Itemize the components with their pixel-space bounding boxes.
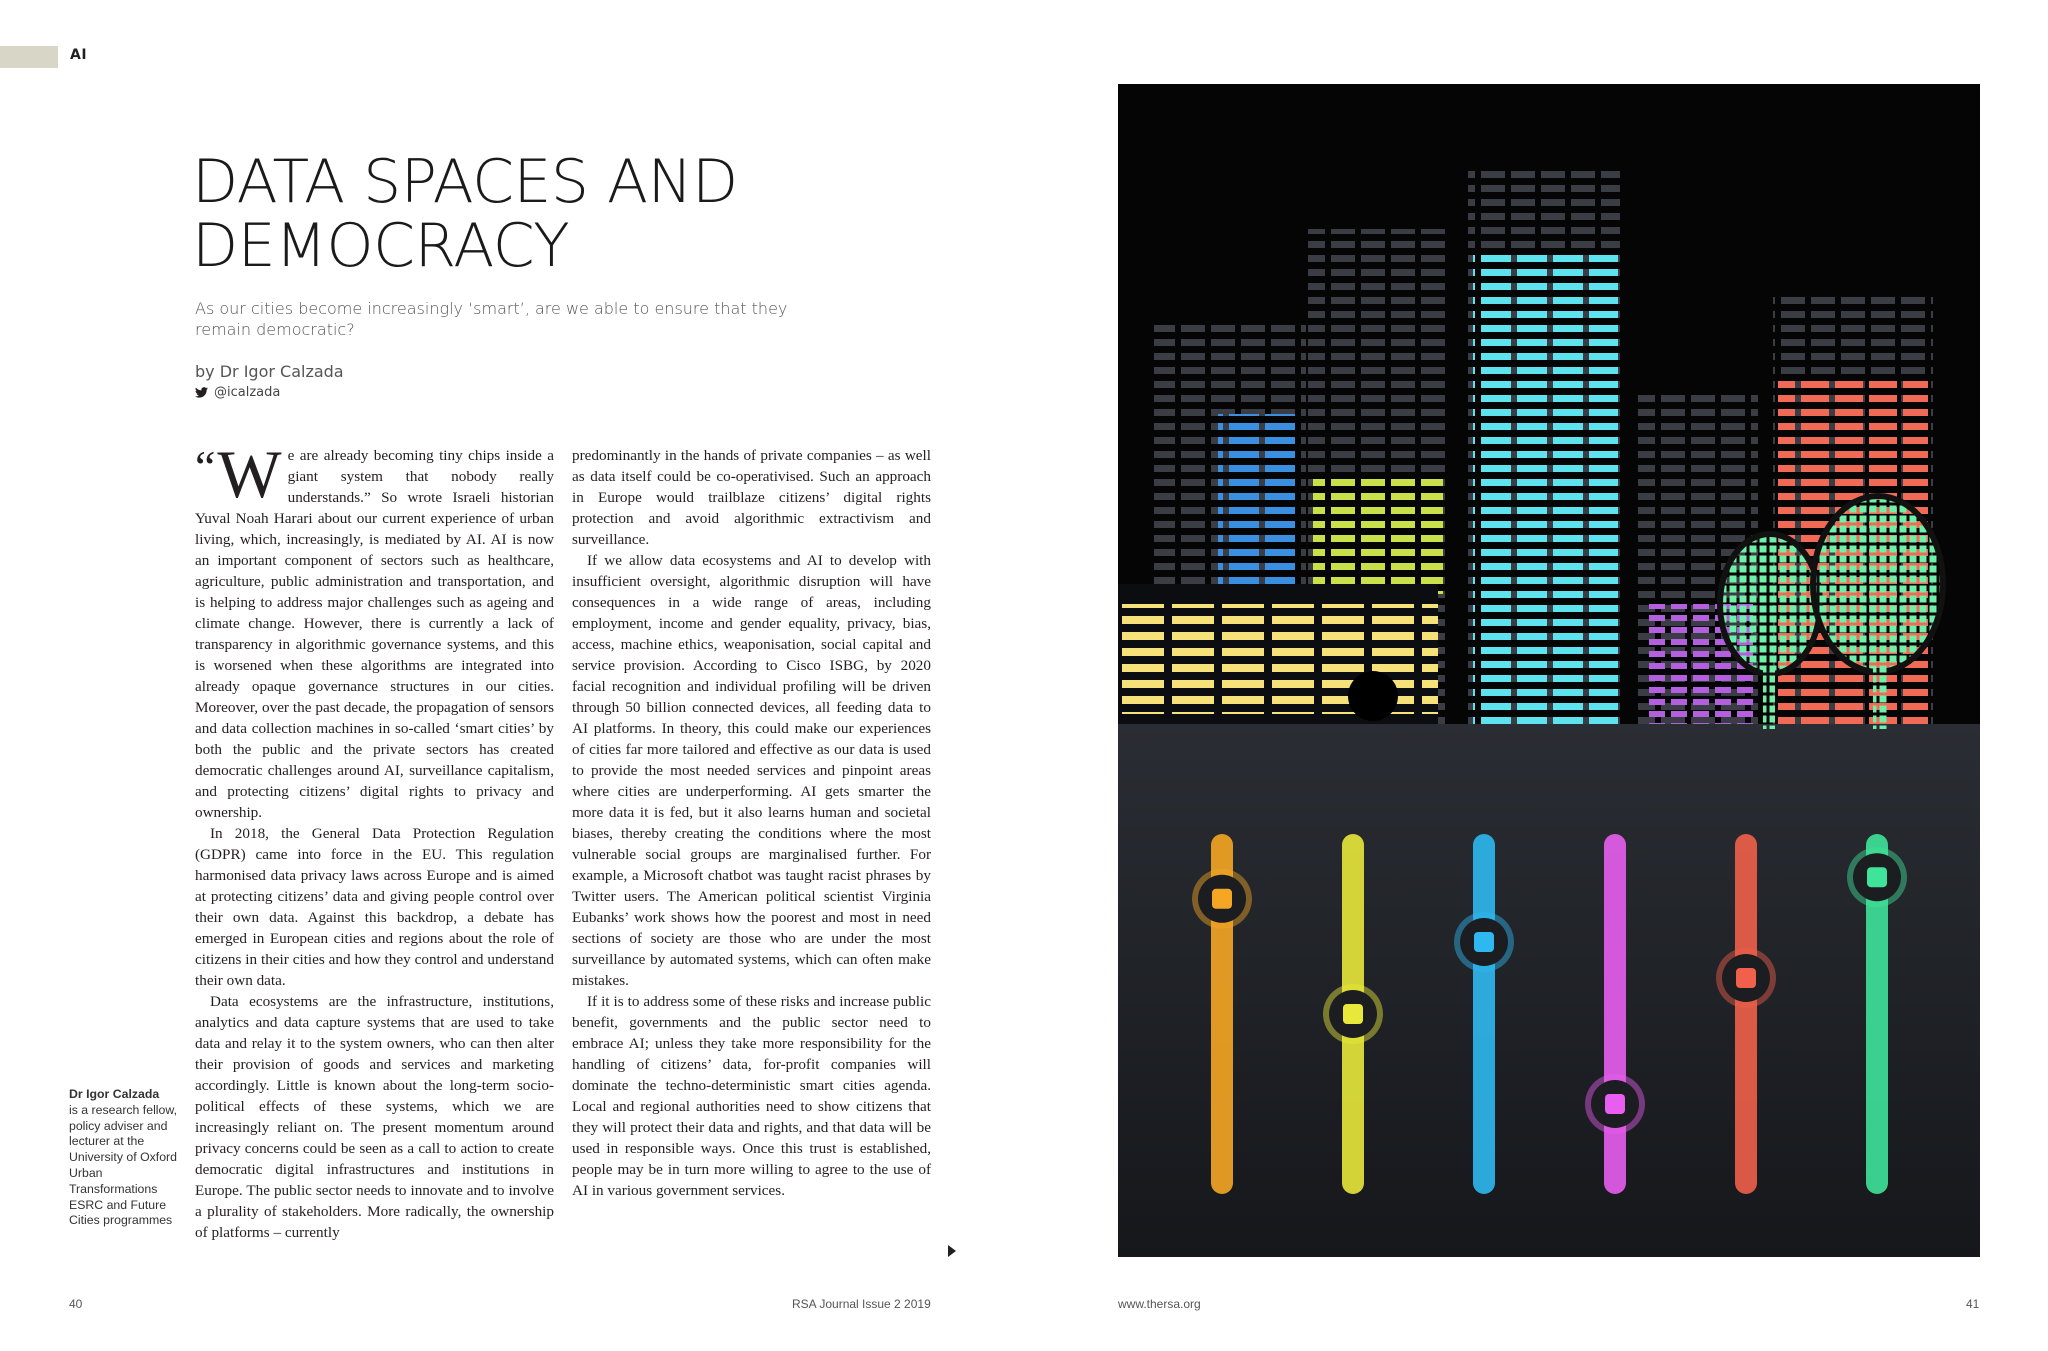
slider-track[interactable]: [1604, 834, 1626, 1194]
title-line-1: DATA SPACES AND: [192, 147, 738, 217]
paragraph: In 2018, the General Data Protection Regulation (GDPR) came into force in the EU. This regulation harmonised data privacy laws across Europe and is aimed at protecting citizens’ data and giving people control over their own data. Against this backdrop, a debate has emerged in European cities and regions about the role of citizens in their cities and how they control and understand their own data.: [195, 825, 554, 989]
page-number-left: 40: [69, 1297, 83, 1311]
wifi-icon: [1474, 932, 1494, 952]
handle-text: @icalzada: [214, 385, 281, 400]
continue-arrow-icon: [948, 1245, 956, 1257]
body-column-1: [195, 436, 554, 1243]
paragraph: “W e are already becoming tiny chips inside a giant system that nobody really understands.” So wrote Israeli historian Yuval Noah Harari about our current experience of urban living, which, increasingly, is mediated by AI. AI is now an important component of sectors such as healthcare, agriculture, public administration and transportation, and is helping to address major challenges such as ageing and climate change. However, there is currently a lack of transparency in algorithmic governance systems, and this is worsened when these algorithms are integrated into already opaque governance structures in our cities. Moreover, over the past decade, the propagation of sensors and data collection machines in so-called ‘smart cities’ by both the public and the private sectors has created democratic challenges around AI, surveillance capitalism, and protecting citizens’ digital rights to privacy and ownership.: [195, 436, 554, 821]
section-tag-bar: [0, 46, 58, 68]
bus-icon: [1212, 889, 1232, 909]
author-bio-text: is a research fellow, policy adviser and lecturer at the University of Oxford Urban Transformations ESRC and Future Cities programmes: [69, 1102, 177, 1228]
journal-name: RSA Journal Issue 2 2019: [792, 1297, 931, 1311]
section-tag: AI: [70, 47, 88, 63]
paragraph: If it is to address some of these risks and increase public benefit, governments and the public sector need to embrace AI; unless they take more responsibility for the handling of citizens’ data, for-profit companies will dominate the techno-deterministic smart cities agenda. Local and regional authorities need to show citizens that they will protect their data and rights, and that data will be used in responsible ways. Once this trust is established, people may be in turn more willing to agree to the use of AI in various government services.: [572, 993, 931, 1199]
standfirst: As our cities become increasingly ‘smart’, are we able to ensure that they remain democratic?: [195, 299, 788, 339]
author-bio: [69, 1087, 179, 1229]
twitter-handle[interactable]: [195, 385, 280, 400]
paragraph: If we allow data ecosystems and AI to develop with insufficient oversight, algorithmic disruption will have consequences in a wide range of areas, including employment, income and gender equality, privacy, bias, access, machine ethics, weaponisation, social capital and service provision. According to Cisco ISBG, by 2020 facial recognition and individual profiling will be driven through 50 billion connected devices, all feeding data to AI platforms. In theory, this could make our experiences of cities far more tailored and effective as our data is used to provide the most needed services and pinpoint areas where cities are underperforming. AI gets smarter the more data it is fed, but it also learns human and societal biases, thereby creating the conditions where the most vulnerable social groups are marginalised further. For example, a Microsoft chatbot was taught racist phrases by Twitter users. The American political scientist Virginia Eubanks’ work shows how the poorest and most in need sections of society are those who are under the most surveillance by automated systems, which can often make mistakes.: [572, 552, 931, 989]
article-title: [192, 147, 738, 281]
paragraph: predominantly in the hands of private companies – as well as data itself could be co-operativised. Such an approach in Europe would trailblaze citizens’ digital rights protection and avoid algorithmic extractivism and surveillance.: [572, 447, 931, 548]
shopping-bag-icon: [1605, 1094, 1625, 1114]
slider-track[interactable]: [1735, 834, 1757, 1194]
byline: by Dr Igor Calzada: [195, 362, 344, 381]
camera-icon: [1343, 1004, 1363, 1024]
slider-track[interactable]: [1473, 834, 1495, 1194]
twitter-bird-icon: [195, 387, 208, 398]
drop-cap: “W: [195, 436, 282, 512]
pedestrian-icon: [1736, 968, 1756, 988]
city-slider-illustration: [1118, 84, 1980, 1257]
paragraph: Data ecosystems are the infrastructure, institutions, analytics and data capture systems that are used to take data and relay it to the system owners, who can then alter their provision of goods and services and marketing accordingly. Little is known about the long-term socio-political effects of these systems, which we are increasingly reliant on. The present momentum around privacy concerns could be seen as a call to action to create democratic digital infrastructures and institutions in Europe. The public sector needs to innovate and to involve a plurality of stakeholders. More radically, the ownership of platforms – currently: [195, 993, 554, 1241]
author-bio-name: Dr Igor Calzada: [69, 1087, 160, 1101]
title-line-2: DEMOCRACY: [192, 211, 570, 281]
body-column-2: [572, 445, 931, 1201]
website[interactable]: www.thersa.org: [1118, 1297, 1201, 1311]
tree-icon: [1867, 867, 1887, 887]
page-number-right: 41: [1966, 1297, 1980, 1311]
